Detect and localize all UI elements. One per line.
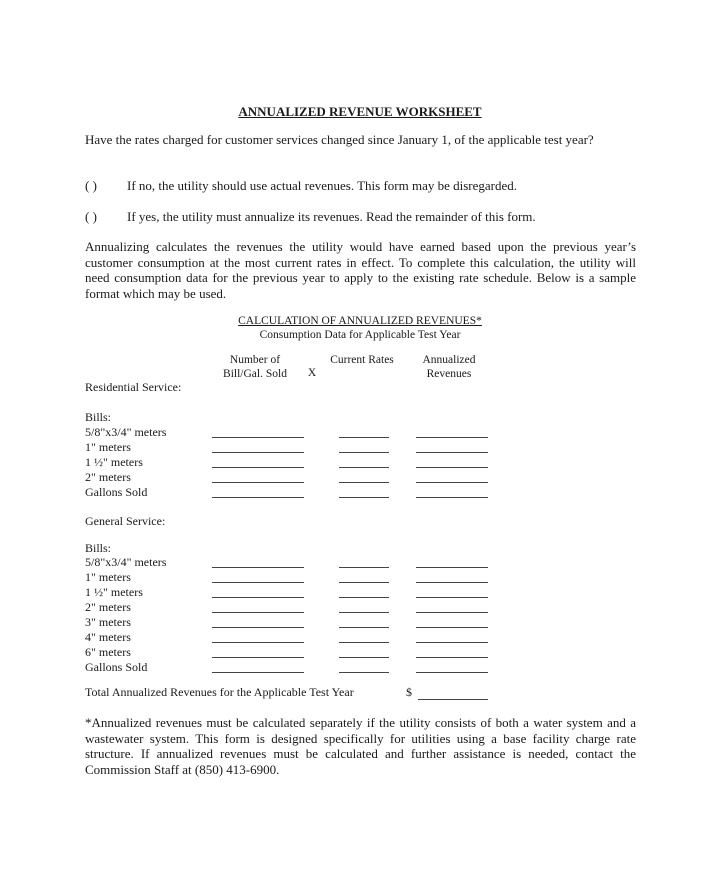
general-revenues-input[interactable] <box>416 657 488 658</box>
general-rates-input[interactable] <box>339 567 389 568</box>
residential-rates-input[interactable] <box>339 452 389 453</box>
residential-revenues-input[interactable] <box>416 452 488 453</box>
total-label: Total Annualized Revenues for the Applicable Test Year <box>85 685 354 699</box>
general-revenues-input[interactable] <box>416 582 488 583</box>
general-rates-input[interactable] <box>339 627 389 628</box>
column-header-rates: Current Rates <box>330 354 394 366</box>
general-row-label: Gallons Sold <box>85 660 148 674</box>
general-heading: General Service: <box>85 514 166 528</box>
residential-bills-input[interactable] <box>212 497 304 498</box>
general-bills-input[interactable] <box>212 642 304 643</box>
total-input-line[interactable] <box>418 699 488 700</box>
residential-rates-input[interactable] <box>339 482 389 483</box>
option-yes-checkbox[interactable]: ( ) <box>85 209 97 224</box>
column-header-multiply: X <box>307 367 317 379</box>
residential-bills-input[interactable] <box>212 467 304 468</box>
general-bills-input[interactable] <box>212 672 304 673</box>
general-row-label: 1" meters <box>85 570 131 584</box>
general-rates-input[interactable] <box>339 582 389 583</box>
general-bills-input[interactable] <box>212 582 304 583</box>
general-rates-input[interactable] <box>339 597 389 598</box>
residential-bills-label: Bills: <box>85 410 112 424</box>
residential-revenues-input[interactable] <box>416 437 488 438</box>
general-rates-input[interactable] <box>339 657 389 658</box>
footnote: *Annualized revenues must be calculated separately if the utility consists of both a water system and a wastewater system. This form is designed specifically for utilities using a base facility charge rate structure. If annualized revenues must be calculated and further assistance is needed, contact the Commission Staff at (850) 413-6900. <box>85 715 636 777</box>
general-revenues-input[interactable] <box>416 567 488 568</box>
column-header-bills: Number of Bill/Gal. Sold <box>223 354 287 380</box>
residential-bills-input[interactable] <box>212 452 304 453</box>
general-rates-input[interactable] <box>339 612 389 613</box>
residential-row-label: 5/8"x3/4" meters <box>85 425 167 439</box>
calculation-subtitle: Consumption Data for Applicable Test Year <box>259 329 461 341</box>
option-yes-text: If yes, the utility must annualize its revenues. Read the remainder of this form. <box>127 209 536 224</box>
residential-rates-input[interactable] <box>339 467 389 468</box>
general-bills-input[interactable] <box>212 657 304 658</box>
general-bills-input[interactable] <box>212 627 304 628</box>
residential-row-label: 1 ½" meters <box>85 455 143 469</box>
general-rates-input[interactable] <box>339 672 389 673</box>
residential-revenues-input[interactable] <box>416 482 488 483</box>
general-revenues-input[interactable] <box>416 672 488 673</box>
general-revenues-input[interactable] <box>416 642 488 643</box>
general-row-label: 6" meters <box>85 645 131 659</box>
residential-rates-input[interactable] <box>339 497 389 498</box>
intro-paragraph: Annualizing calculates the revenues the utility would have earned based upon the previous year’s customer consumption at the most current rates in effect. To complete this calculation, the utility will need consumption data for the previous year to apply to the existing rate schedule. Below is a sample format which may be used. <box>85 239 636 301</box>
general-bills-input[interactable] <box>212 612 304 613</box>
column-header-revenues: Annualized Revenues <box>422 354 476 380</box>
calculation-title: CALCULATION OF ANNUALIZED REVENUES* <box>238 315 482 327</box>
general-rates-input[interactable] <box>339 642 389 643</box>
option-no-checkbox[interactable]: ( ) <box>85 178 97 193</box>
residential-revenues-input[interactable] <box>416 497 488 498</box>
general-revenues-input[interactable] <box>416 612 488 613</box>
residential-row-label: Gallons Sold <box>85 485 148 499</box>
general-row-label: 1 ½" meters <box>85 585 143 599</box>
general-bills-input[interactable] <box>212 597 304 598</box>
page-title: ANNUALIZED REVENUE WORKSHEET <box>238 104 482 119</box>
test-year-question: Have the rates charged for customer services changed since January 1, of the applicable test year? <box>85 132 594 147</box>
general-revenues-input[interactable] <box>416 627 488 628</box>
general-row-label: 3" meters <box>85 615 131 629</box>
residential-bills-input[interactable] <box>212 437 304 438</box>
residential-revenues-input[interactable] <box>416 467 488 468</box>
general-revenues-input[interactable] <box>416 597 488 598</box>
general-bills-label: Bills: <box>85 541 112 555</box>
residential-row-label: 2" meters <box>85 470 131 484</box>
general-row-label: 4" meters <box>85 630 131 644</box>
general-row-label: 2" meters <box>85 600 131 614</box>
general-row-label: 5/8"x3/4" meters <box>85 555 167 569</box>
residential-row-label: 1" meters <box>85 440 131 454</box>
residential-rates-input[interactable] <box>339 437 389 438</box>
general-bills-input[interactable] <box>212 567 304 568</box>
total-currency: $ <box>406 685 412 699</box>
option-no-text: If no, the utility should use actual revenues. This form may be disregarded. <box>127 178 518 193</box>
residential-heading: Residential Service: <box>85 380 182 394</box>
residential-bills-input[interactable] <box>212 482 304 483</box>
